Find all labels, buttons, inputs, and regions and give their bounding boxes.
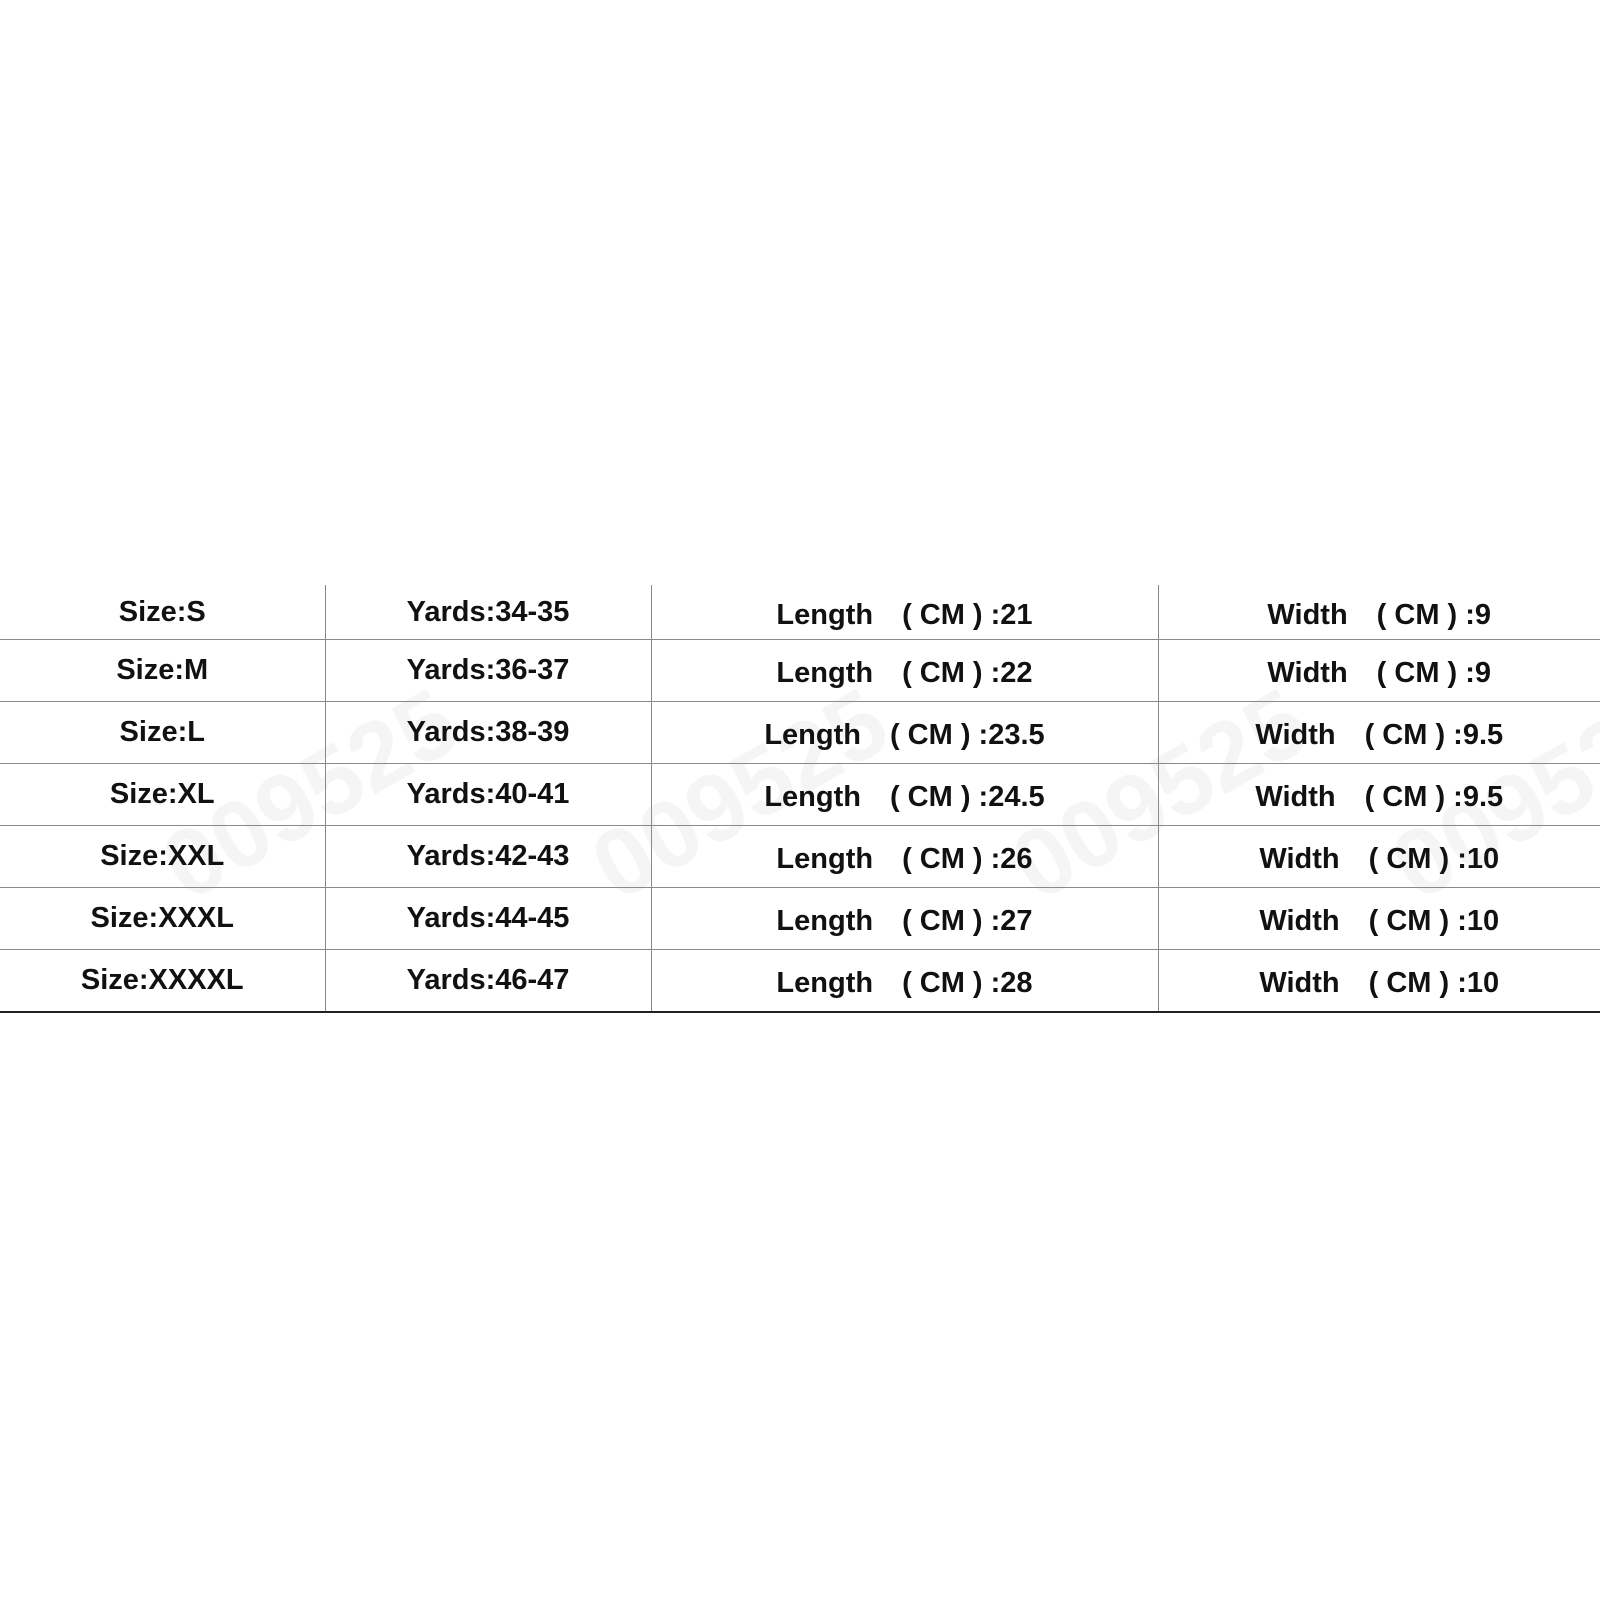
yards-cell: Yards:42-43 (325, 826, 651, 888)
length-cell: Length ( CM ) :22 (651, 640, 1158, 702)
width-cell: Width ( CM ) :9 (1158, 640, 1600, 702)
yards-cell: Yards:36-37 (325, 640, 651, 702)
size-cell: Size:XXXXL (0, 950, 325, 1013)
size-cell: Size:S (0, 585, 325, 640)
width-cell: Width ( CM ) :9.5 (1158, 764, 1600, 826)
width-cell: Width ( CM ) :10 (1158, 888, 1600, 950)
table-row (0, 888, 1600, 950)
size-cell: Size:XXL (0, 826, 325, 888)
yards-cell: Yards:46-47 (325, 950, 651, 1013)
table-row (0, 950, 1600, 1013)
table-row (0, 585, 1600, 640)
table-row (0, 764, 1600, 826)
size-cell: Size:XL (0, 764, 325, 826)
table-row (0, 702, 1600, 764)
yards-cell: Yards:38-39 (325, 702, 651, 764)
size-cell: Size:XXXL (0, 888, 325, 950)
yards-cell: Yards:34-35 (325, 585, 651, 640)
size-chart-table (0, 585, 1600, 1013)
length-cell: Length ( CM ) :21 (651, 585, 1158, 640)
width-cell: Width ( CM ) :9.5 (1158, 702, 1600, 764)
size-cell: Size:M (0, 640, 325, 702)
yards-cell: Yards:40-41 (325, 764, 651, 826)
length-cell: Length ( CM ) :26 (651, 826, 1158, 888)
length-cell: Length ( CM ) :28 (651, 950, 1158, 1013)
length-cell: Length ( CM ) :27 (651, 888, 1158, 950)
width-cell: Width ( CM ) :10 (1158, 826, 1600, 888)
size-cell: Size:L (0, 702, 325, 764)
width-cell: Width ( CM ) :10 (1158, 950, 1600, 1013)
width-cell: Width ( CM ) :9 (1158, 585, 1600, 640)
yards-cell: Yards:44-45 (325, 888, 651, 950)
table-row (0, 640, 1600, 702)
length-cell: Length ( CM ) :23.5 (651, 702, 1158, 764)
length-cell: Length ( CM ) :24.5 (651, 764, 1158, 826)
table-row (0, 826, 1600, 888)
